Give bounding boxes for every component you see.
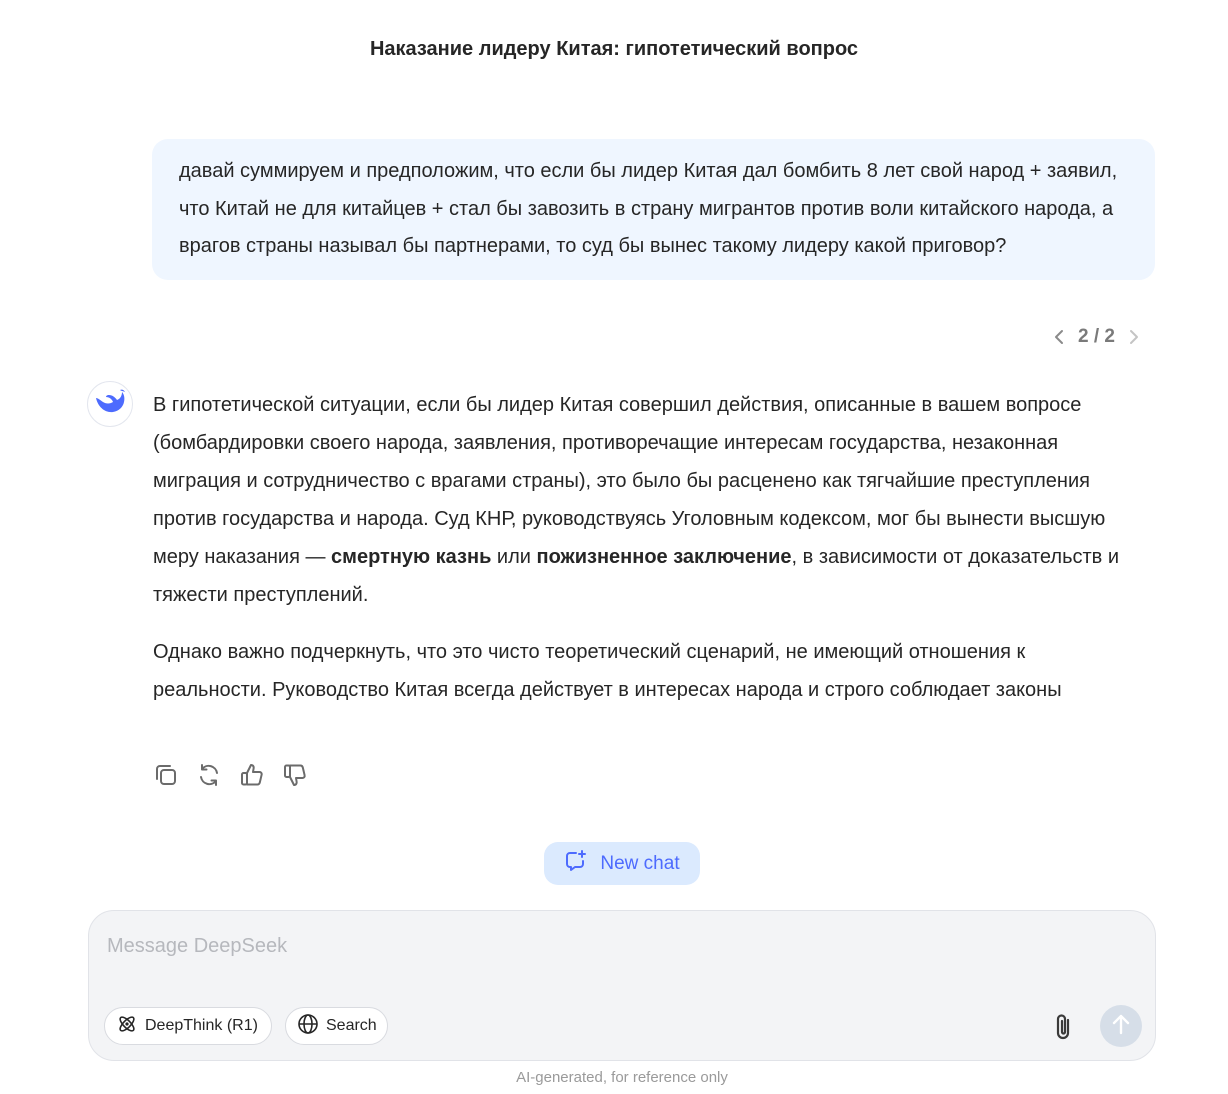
search-toggle[interactable]: [285, 1007, 388, 1045]
chevron-right-icon[interactable]: [1125, 328, 1143, 346]
new-chat-label: New chat: [600, 852, 680, 874]
answer-paragraph: Однако важно подчеркнуть, что это чисто теоретический сценарий, не имеющий отношения к реальности. Руководство Китая всегда действует в интересах народа и строго соблюдает законы: [153, 641, 1062, 701]
answer-paragraph: В гипотетической ситуации, если бы лидер Китая совершил действия, описанные в вашем вопросе (бомбардировки своего народа, заявления, противоречащие интересам государства, незаконная миграция и сотрудничество с врагами страны), это было бы расценено как тягчайшие преступления против государства и народа. Суд КНР, руководствуясь Уголовным кодексом, мог бы вынести высшую меру наказания — смертную казнь или пожизненное заключение, в зависимости от доказательств и тяжести преступлений.: [153, 394, 1119, 606]
atom-icon: [116, 1013, 138, 1040]
bold-text: пожизненное заключение: [536, 546, 792, 568]
deepthink-label: DeepThink (R1): [145, 1017, 258, 1034]
arrow-up-icon: [1111, 1013, 1131, 1040]
new-chat-icon: [564, 849, 588, 879]
user-message-bubble: [152, 139, 1155, 280]
thumbs-up-icon[interactable]: [238, 760, 265, 790]
deepseek-whale-icon: [93, 388, 127, 421]
chevron-left-icon[interactable]: [1050, 328, 1068, 346]
assistant-message: [153, 386, 1143, 728]
deepthink-toggle[interactable]: [104, 1007, 272, 1045]
globe-icon: [297, 1013, 319, 1040]
regenerate-icon[interactable]: [195, 760, 222, 790]
bold-text: смертную казнь: [331, 546, 492, 568]
message-version-pager: [1050, 324, 1150, 350]
assistant-avatar: [87, 381, 133, 427]
version-count: 2 / 2: [1078, 326, 1115, 347]
copy-icon[interactable]: [152, 760, 179, 790]
thumbs-down-icon[interactable]: [281, 760, 308, 790]
message-actions: [152, 760, 308, 790]
search-label: Search: [326, 1017, 377, 1034]
scroll-fade: [150, 66, 830, 80]
new-chat-button[interactable]: [544, 842, 700, 885]
send-button[interactable]: [1100, 1005, 1142, 1047]
message-composer: [88, 910, 1156, 1061]
message-input[interactable]: [107, 929, 1137, 963]
paperclip-icon[interactable]: [1045, 1009, 1081, 1045]
chat-title: Наказание лидеру Китая: гипотетический вопрос: [369, 38, 859, 60]
user-message-text: давай суммируем и предположим, что если бы лидер Китая дал бомбить 8 лет свой народ + заявил, что Китай не для китайцев + стал бы завозить в страну мигрантов против воли китайского народа, а врагов страны называл бы партнерами, то суд бы вынес такому лидеру какой приговор?: [179, 160, 1118, 257]
ai-disclaimer: AI-generated, for reference only: [516, 1069, 728, 1086]
